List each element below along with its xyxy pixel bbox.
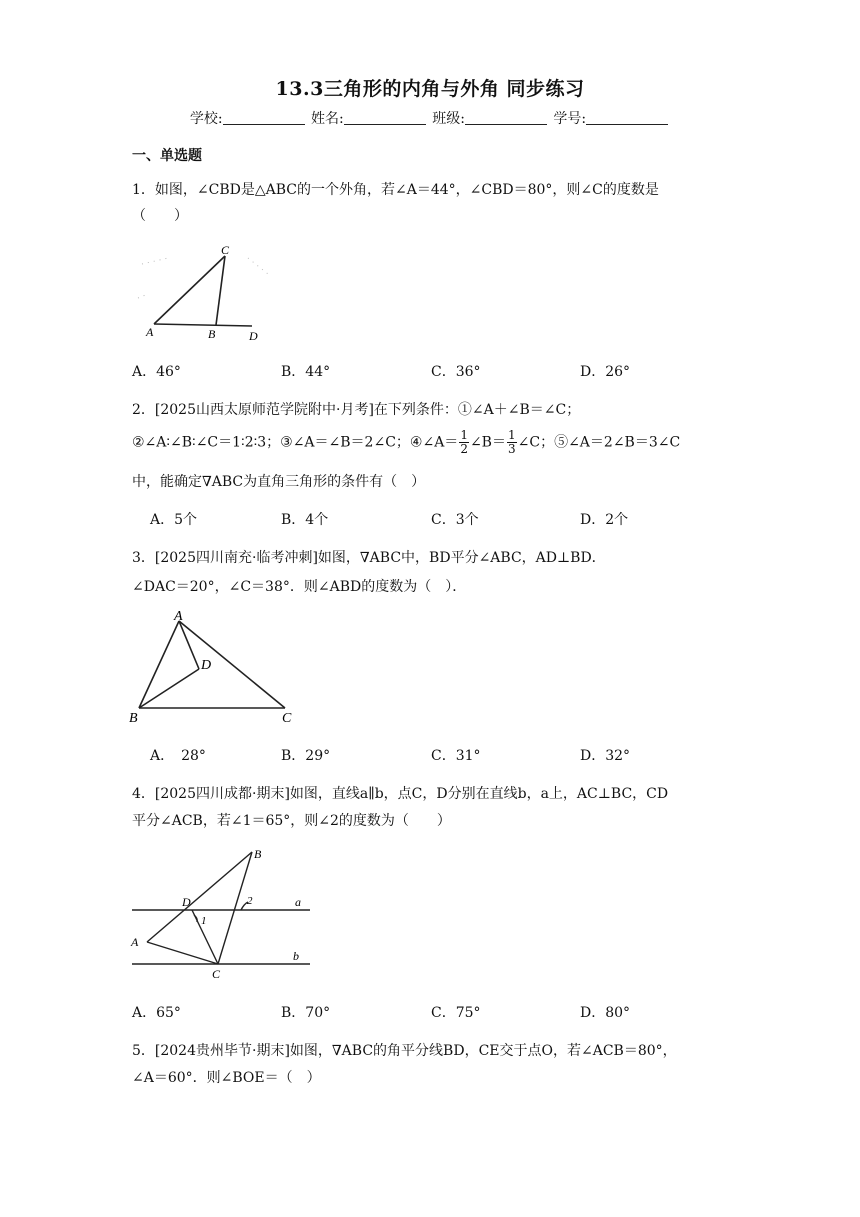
q3-option-b[interactable]: B．29° (281, 748, 331, 764)
student-id-label: 学号: (553, 111, 587, 127)
q3-figure (125, 606, 305, 726)
name-blank[interactable] (344, 110, 426, 125)
q4-label-c: C (212, 967, 221, 981)
section-heading: 一、单选题 (132, 148, 202, 164)
q4-label-a-point: A (131, 935, 139, 949)
school-label: 学校: (189, 111, 223, 127)
q1-figure (128, 238, 288, 346)
q3-label-d: D (201, 658, 212, 673)
q4-option-a[interactable]: A．65° (132, 1005, 181, 1021)
q1-label-c: C (221, 243, 230, 257)
q4-text-line1: 4．[2025四川成都·期末]如图，直线a∥b，点C，D分别在直线b，a上，AC⊥BC，CD (132, 786, 669, 802)
q1-option-b[interactable]: B．44° (281, 364, 331, 380)
q3-label-c: C (282, 711, 292, 726)
q1-option-d[interactable]: D．26° (580, 364, 631, 380)
q1-label-a: A (146, 325, 154, 339)
q3-text-line2: ∠DAC＝20°，∠C＝38°．则∠ABD的度数为（ ）． (132, 579, 467, 595)
q4-label-b: B (254, 847, 262, 861)
q1-option-c[interactable]: C．36° (431, 364, 481, 380)
q5-text-line2: ∠A＝60°．则∠BOE＝（ ） (132, 1070, 321, 1086)
document-title: 13.3三角形的内角与外角 同步练习 (275, 78, 585, 100)
q2-fraction-third: $\frac{1}{3}$ (507, 428, 516, 456)
q1-label-d: D (249, 329, 258, 343)
q5-text-line1: 5．[2024贵州毕节·期末]如图，∇ABC的角平分线BD，CE交于点O，若∠ACB＝80°， (132, 1043, 677, 1059)
q2-line2-part-b: ∠B＝ (469, 434, 506, 451)
q4-label-2: 2 (247, 895, 253, 907)
q1-text-line1: 1．如图，∠CBD是△ABC的一个外角，若∠A＝44°，∠CBD＝80°，则∠C的度数是 (132, 182, 659, 198)
q4-text-line2: 平分∠ACB，若∠1＝65°，则∠2的度数为（ ） (132, 813, 451, 829)
q1-label-b: B (208, 327, 216, 341)
class-label: 班级: (432, 111, 465, 127)
q3-label-a: A (174, 609, 183, 624)
q2-fraction-half: $\frac{1}{2}$ (460, 428, 468, 456)
q2-option-a[interactable]: A．5个 (150, 512, 198, 528)
q2-option-d[interactable]: D．2个 (580, 512, 629, 528)
q3-text-line1: 3．[2025四川南充·临考冲刺]如图，∇ABC中，BD平分∠ABC，AD⊥BD． (132, 550, 606, 566)
q2-line2-part-c: ∠C；⑤∠A＝2∠B＝3∠C (517, 434, 681, 451)
q2-option-b[interactable]: B．4个 (281, 512, 329, 528)
school-blank[interactable] (223, 110, 305, 125)
q4-label-1: 1 (201, 915, 207, 927)
q4-label-b-line: b (293, 949, 299, 963)
class-blank[interactable] (465, 110, 547, 125)
q2-option-c[interactable]: C．3个 (431, 512, 479, 528)
q1-option-a[interactable]: A．46° (132, 364, 181, 380)
q3-option-a[interactable]: A． 28° (150, 748, 206, 764)
q3-option-d[interactable]: D．32° (580, 748, 631, 764)
q1-text-line2: （ ） (132, 208, 188, 224)
q2-text-line1: 2．[2025山西太原师范学院附中·月考]在下列条件：①∠A＋∠B＝∠C； (132, 402, 581, 418)
q4-label-d: D (182, 895, 191, 909)
student-info-row (0, 108, 860, 128)
q3-label-b: B (129, 711, 138, 726)
student-id-blank[interactable] (586, 110, 668, 125)
q3-option-c[interactable]: C．31° (431, 748, 481, 764)
q4-option-d[interactable]: D．80° (580, 1005, 631, 1021)
q4-option-c[interactable]: C．75° (431, 1005, 481, 1021)
q4-figure (128, 842, 313, 982)
q2-text-line2 (132, 429, 680, 456)
q4-option-b[interactable]: B．70° (281, 1005, 331, 1021)
q4-label-a-line: a (295, 895, 301, 909)
name-label: 姓名: (311, 111, 344, 127)
q2-line2-part-a: ②∠A∶∠B∶∠C＝1∶2∶3；③∠A＝∠B＝2∠C；④∠A＝ (132, 434, 459, 451)
q2-text-line3: 中，能确定∇ABC为直角三角形的条件有（ ） (132, 474, 426, 490)
